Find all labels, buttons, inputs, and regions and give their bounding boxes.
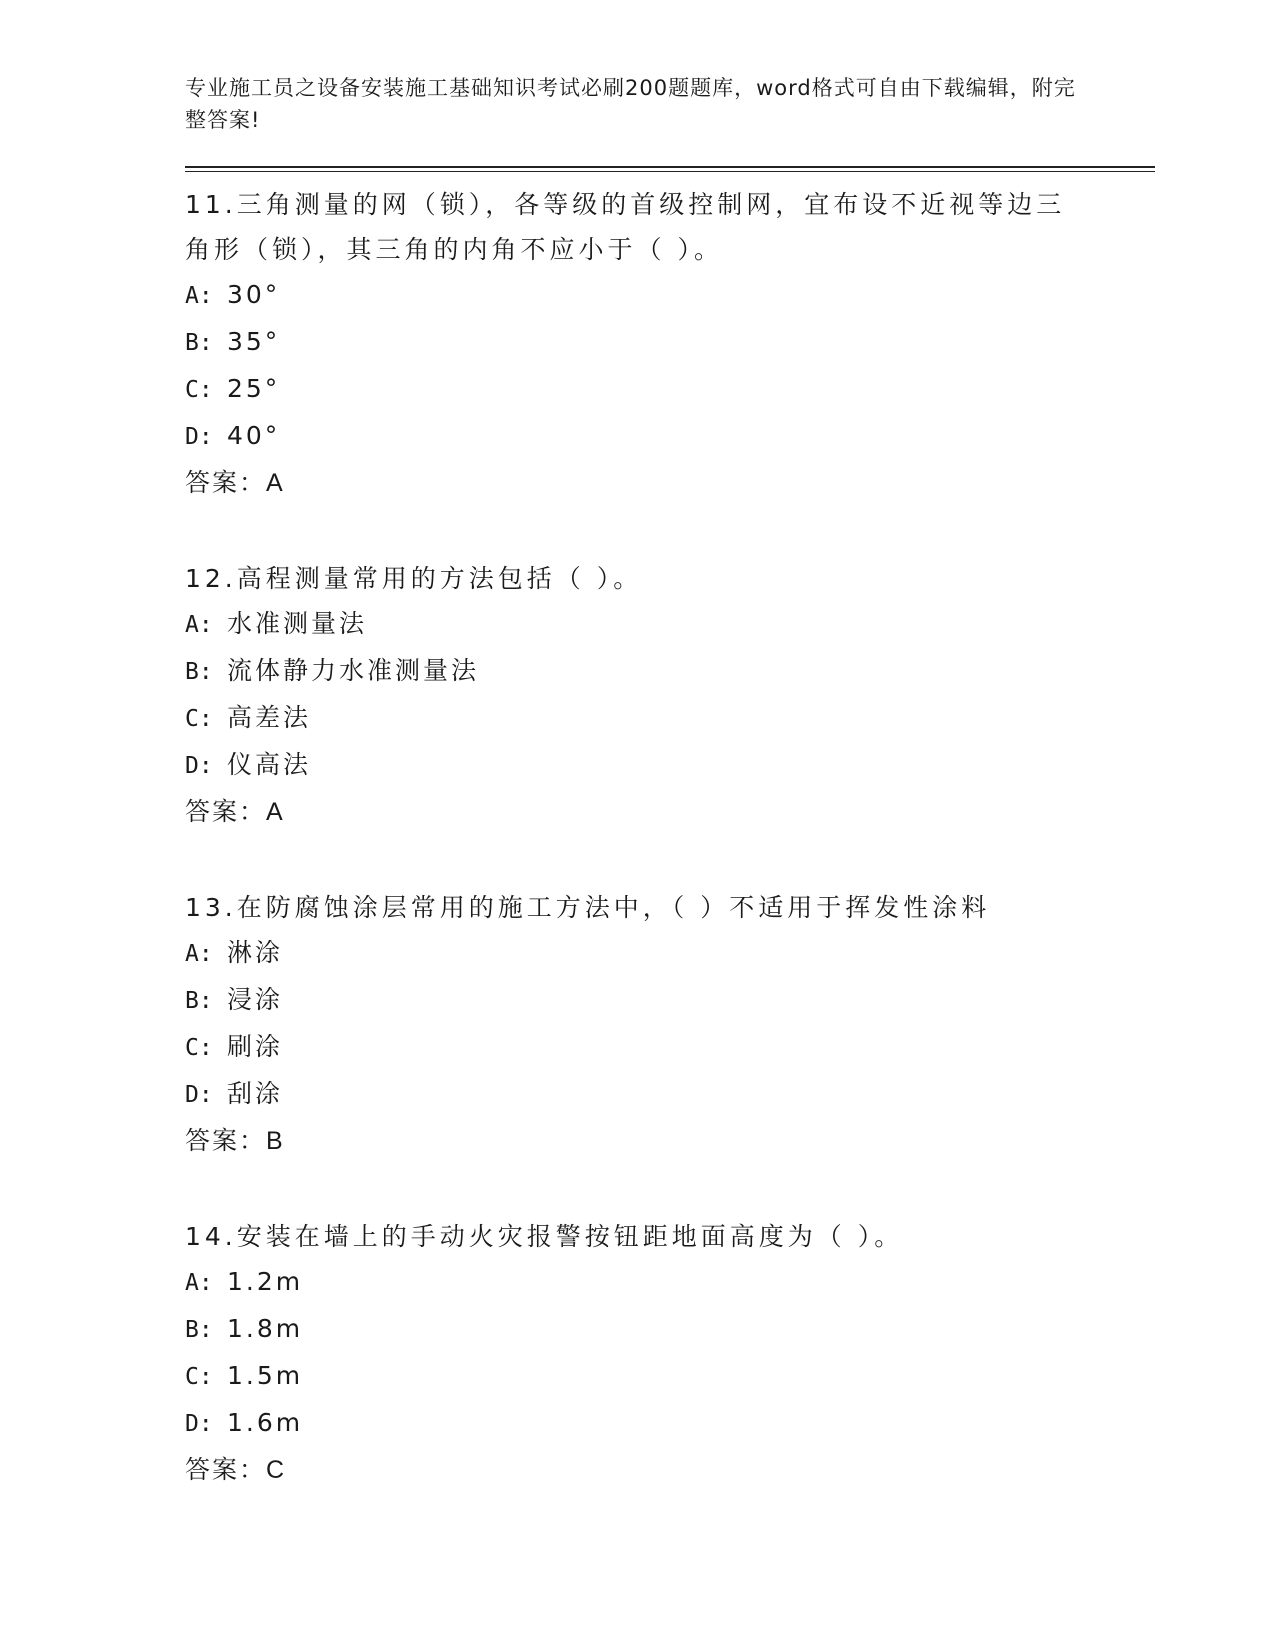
option-letter: B: — [185, 330, 213, 356]
option-text: 刮涂 — [227, 1079, 284, 1108]
option-a — [185, 1259, 1155, 1306]
answer-label: 答案： — [185, 1126, 267, 1155]
option-letter: D: — [185, 1082, 213, 1108]
option-letter: A: — [185, 283, 213, 309]
answer-value: C — [266, 1456, 287, 1484]
option-text: 25° — [227, 374, 281, 403]
answer-value: A — [266, 469, 285, 497]
option-letter: C: — [185, 377, 213, 403]
answer-line — [185, 460, 1155, 506]
answer-label: 答案： — [185, 468, 267, 497]
option-text: 1.5m — [227, 1361, 304, 1390]
option-text: 水准测量法 — [227, 609, 368, 638]
option-b — [185, 1306, 1155, 1353]
question-14 — [185, 1214, 1155, 1493]
option-letter: C: — [185, 1035, 213, 1061]
document-header: 专业施工员之设备安装施工基础知识考试必刷200题题库，word格式可自由下载编辑，附完整答案! — [185, 76, 1076, 132]
option-c — [185, 1353, 1155, 1400]
answer-label: 答案： — [185, 797, 267, 826]
option-d — [185, 1400, 1155, 1447]
option-text: 高差法 — [227, 703, 312, 732]
option-text: 流体静力水准测量法 — [227, 656, 480, 685]
option-letter: B: — [185, 659, 213, 685]
option-letter: A: — [185, 1270, 213, 1296]
option-letter: B: — [185, 1317, 213, 1343]
option-letter: D: — [185, 1411, 213, 1437]
answer-line — [185, 1447, 1155, 1493]
option-text: 1.8m — [227, 1314, 304, 1343]
option-d — [185, 742, 1155, 789]
answer-value: B — [266, 1127, 285, 1155]
question-13 — [185, 885, 1155, 1164]
question-title: 14.安装在墙上的手动火灾报警按钮距地面高度为（ ）。 — [185, 1222, 904, 1251]
option-text: 30° — [227, 280, 281, 309]
question-title: 12.高程测量常用的方法包括（ ）。 — [185, 564, 643, 593]
option-d — [185, 1071, 1155, 1118]
option-letter: C: — [185, 1364, 213, 1390]
option-b — [185, 977, 1155, 1024]
question-12 — [185, 556, 1155, 835]
option-c — [185, 1024, 1155, 1071]
document-page — [185, 72, 1155, 1493]
option-letter: A: — [185, 941, 213, 967]
option-text: 刷涂 — [227, 1032, 284, 1061]
option-c — [185, 695, 1155, 742]
option-text: 1.2m — [227, 1267, 304, 1296]
option-a — [185, 930, 1155, 977]
question-title: 11.三角测量的网（锁），各等级的首级控制网，宜布设不近视等边三角形（锁），其三角的内角不应小于（ ）。 — [185, 190, 1066, 264]
question-11 — [185, 182, 1155, 506]
answer-value: A — [266, 798, 285, 826]
option-text: 仪高法 — [227, 750, 312, 779]
option-letter: D: — [185, 424, 213, 450]
option-a — [185, 272, 1155, 319]
option-c — [185, 366, 1155, 413]
answer-label: 答案： — [185, 1455, 267, 1484]
header-divider — [185, 166, 1155, 172]
option-text: 浸涂 — [227, 985, 284, 1014]
option-letter: D: — [185, 753, 213, 779]
answer-line — [185, 1118, 1155, 1164]
option-text: 淋涂 — [227, 938, 284, 967]
option-letter: A: — [185, 612, 213, 638]
option-d — [185, 413, 1155, 460]
option-b — [185, 648, 1155, 695]
option-text: 40° — [227, 421, 281, 450]
option-b — [185, 319, 1155, 366]
answer-line — [185, 789, 1155, 835]
question-title: 13.在防腐蚀涂层常用的施工方法中，（ ）不适用于挥发性涂料 — [185, 893, 991, 922]
option-letter: B: — [185, 988, 213, 1014]
option-text: 35° — [227, 327, 281, 356]
option-text: 1.6m — [227, 1408, 304, 1437]
option-letter: C: — [185, 706, 213, 732]
option-a — [185, 601, 1155, 648]
